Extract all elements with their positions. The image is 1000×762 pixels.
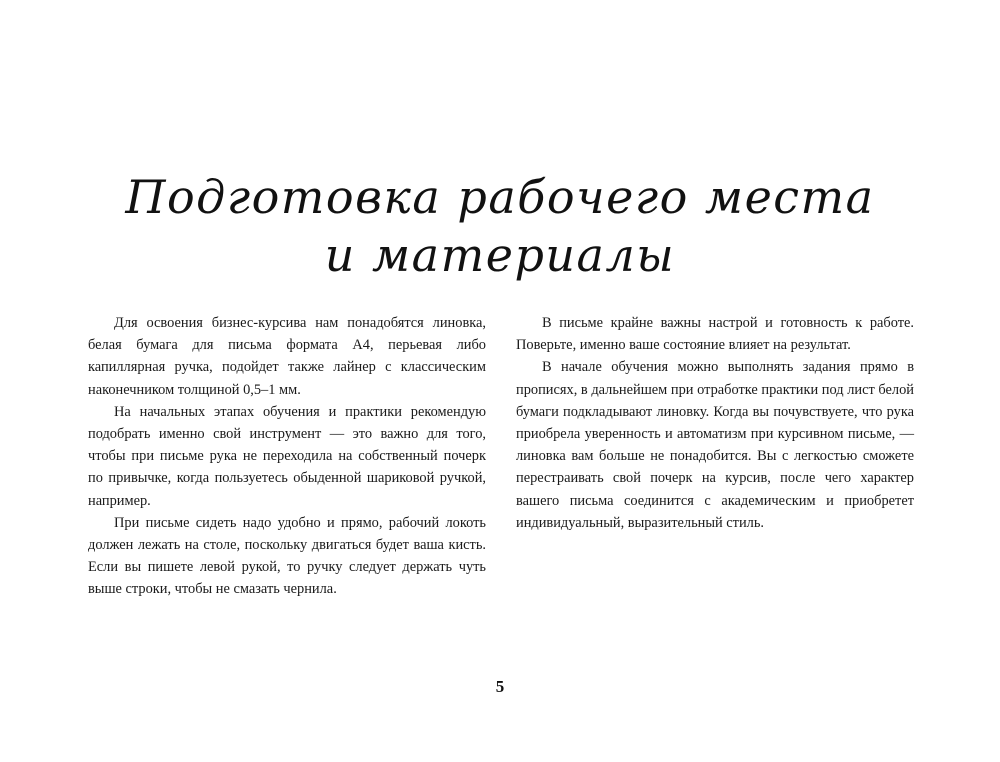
paragraph: На начальных этапах обучения и практики рекомендую подобрать именно свой инструмент — это важно для того, чтобы при письме рука не переходила на собственный почерк по привычке, когда пользуетесь обыденной шариковой ручкой, например. <box>88 403 486 509</box>
paragraph: При письме сидеть надо удобно и прямо, рабочий локоть должен лежать на столе, поскольку двигаться будет ваша кисть. Если вы пишете левой рукой, то ручку следует держать чуть выше строки, чтобы не смазать чернила. <box>88 514 486 598</box>
paragraph: В письме крайне важны настрой и готовность к работе. Поверьте, именно ваше состояние влияет на результат. <box>516 315 914 354</box>
left-text-column <box>88 312 486 601</box>
paragraph: Для освоения бизнес-курсива нам понадобятся линовка, белая бумага для письма формата А4, перьевая либо капиллярная ручка, подойдет также лайнер с классическим наконечником толщиной 0,5–1 мм. <box>88 315 486 398</box>
page-number: 5 <box>495 677 505 696</box>
page-title <box>0 168 1000 284</box>
paragraph: В начале обучения можно выполнять задания прямо в прописях, в дальнейшем при отработке практики под лист белой бумаги подкладывают линовку. Когда вы почувствуете, что рука приобрела уверенность и автоматизм при курсивном письме, — линовка вам больше не понадобится. Вы с легкостью сможете перестраивать свой почерк на курсив, после чего характер вашего письма соединится с академическим и приобретет индивидуальный, выразительный стиль. <box>516 359 914 531</box>
page-title-line-2: и материалы <box>324 228 676 282</box>
right-text-column <box>516 312 914 534</box>
page-title-line-1: Подготовка рабочего места <box>125 170 875 224</box>
